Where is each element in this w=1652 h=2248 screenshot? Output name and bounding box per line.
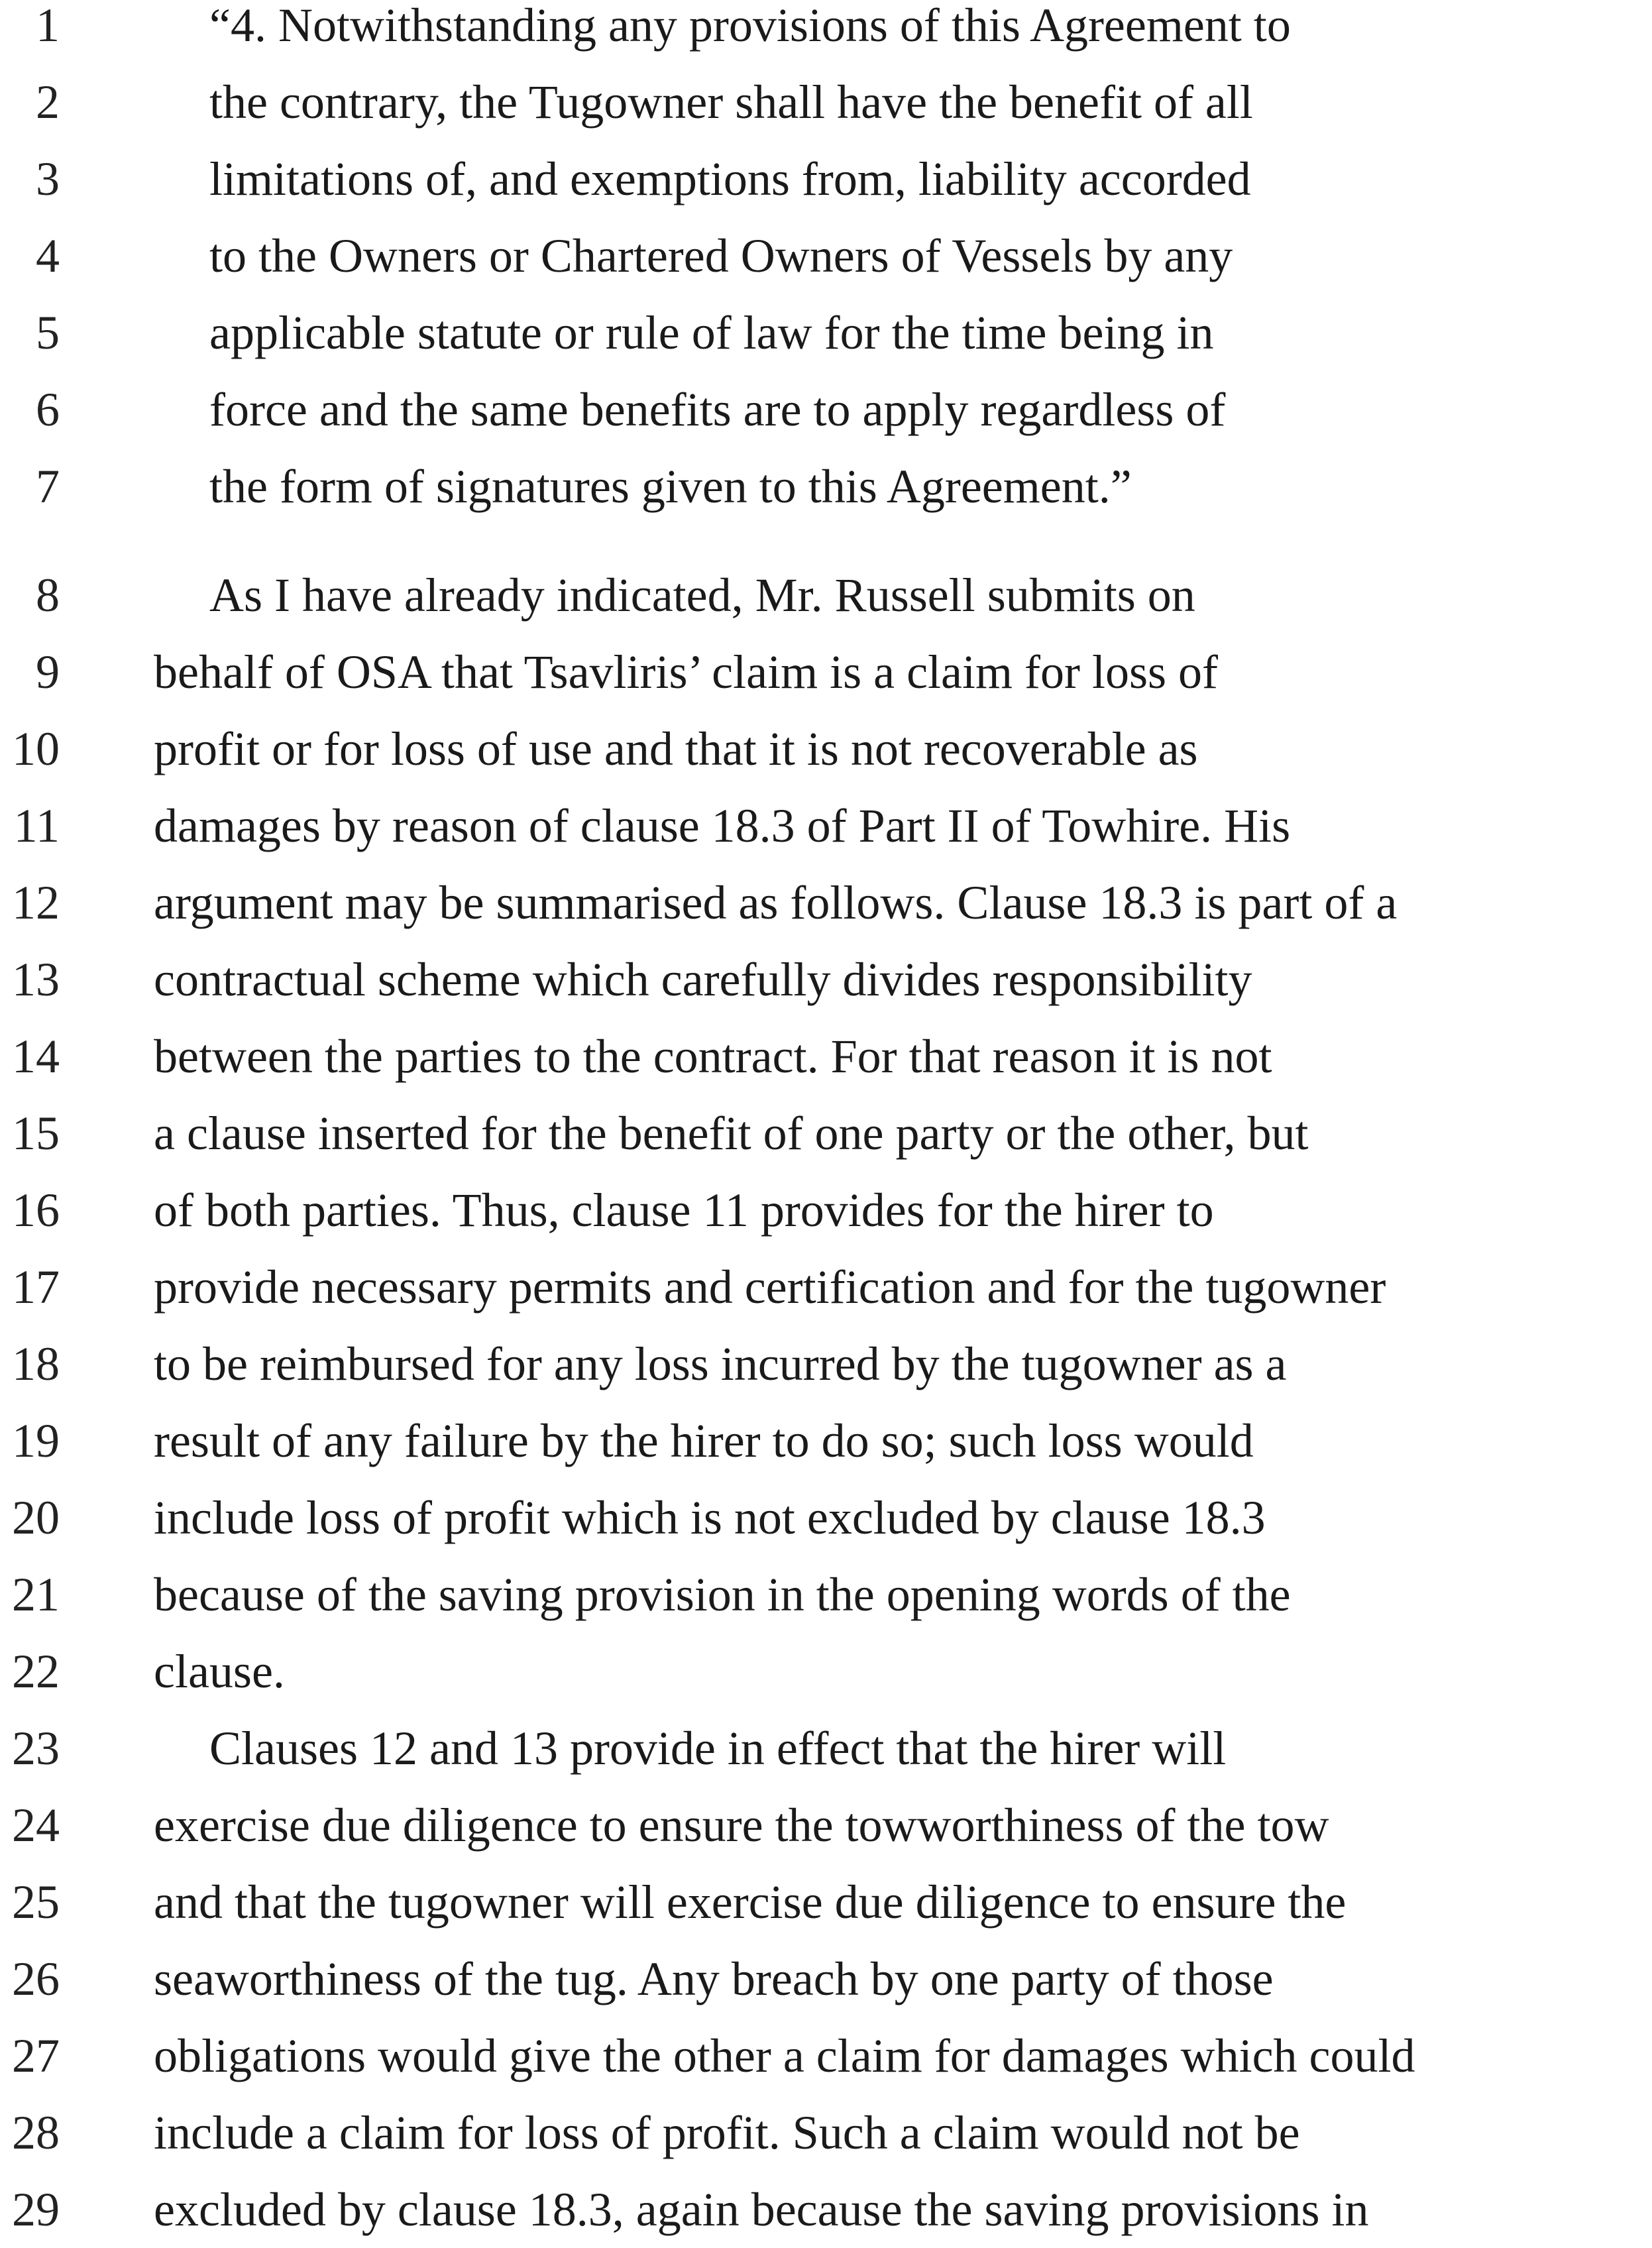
line-number: 20 — [12, 1491, 60, 1544]
line-number: 22 — [12, 1645, 60, 1698]
line-25 — [0, 1864, 1652, 1940]
line-1 — [0, 0, 1652, 64]
line-number: 29 — [12, 2183, 60, 2236]
line-text: because of the saving provision in the opening words of the — [154, 1568, 1291, 1621]
line-text: result of any failure by the hirer to do so; such loss would — [154, 1414, 1254, 1467]
line-text: seaworthiness of the tug. Any breach by one party of those — [154, 1952, 1274, 2005]
line-number: 14 — [12, 1030, 60, 1083]
line-text: damages by reason of clause 18.3 of Part II of Towhire. His — [154, 799, 1291, 852]
line-number: 27 — [12, 2029, 60, 2082]
line-10 — [0, 710, 1652, 787]
line-number: 2 — [36, 76, 60, 129]
line-text: force and the same benefits are to apply regardless of — [209, 383, 1226, 436]
line-number: 3 — [36, 152, 60, 205]
line-text: to be reimbursed for any loss incurred by the tugowner as a — [154, 1337, 1287, 1390]
line-text: limitations of, and exemptions from, liability accorded — [209, 152, 1251, 205]
line-number: 17 — [12, 1261, 60, 1314]
line-22 — [0, 1633, 1652, 1710]
line-number: 13 — [12, 953, 60, 1006]
line-text: include loss of profit which is not excluded by clause 18.3 — [154, 1491, 1266, 1544]
line-5 — [0, 294, 1652, 371]
line-text: a clause inserted for the benefit of one party or the other, but — [154, 1107, 1309, 1160]
line-text: and that the tugowner will exercise due diligence to ensure the — [154, 1876, 1347, 1929]
line-number: 16 — [12, 1184, 60, 1237]
line-number: 28 — [12, 2106, 60, 2159]
line-15 — [0, 1095, 1652, 1172]
line-text: exercise due diligence to ensure the towworthiness of the tow — [154, 1799, 1329, 1852]
line-number: 23 — [12, 1722, 60, 1775]
line-number: 1 — [36, 0, 60, 52]
line-number: 9 — [36, 646, 60, 699]
line-23 — [0, 1710, 1652, 1787]
line-number: 15 — [12, 1107, 60, 1160]
line-number: 4 — [36, 229, 60, 282]
line-11 — [0, 787, 1652, 864]
line-13 — [0, 941, 1652, 1018]
line-number: 7 — [36, 460, 60, 513]
line-text: between the parties to the contract. For that reason it is not — [154, 1030, 1272, 1083]
line-number: 18 — [12, 1337, 60, 1390]
line-text: Clauses 12 and 13 provide in effect that the hirer will — [209, 1722, 1227, 1775]
line-number: 10 — [12, 722, 60, 775]
line-text: to the Owners or Chartered Owners of Vessels by any — [209, 229, 1233, 282]
line-text: clause. — [154, 1645, 285, 1698]
line-text: provide necessary permits and certification and for the tugowner — [154, 1261, 1386, 1314]
line-number: 24 — [12, 1799, 60, 1852]
line-text: profit or for loss of use and that it is not recoverable as — [154, 722, 1198, 775]
line-text: excluded by clause 18.3, again because the saving provisions in — [154, 2183, 1369, 2236]
line-29 — [0, 2171, 1652, 2248]
line-24 — [0, 1787, 1652, 1864]
line-number: 26 — [12, 1952, 60, 2005]
line-number: 6 — [36, 383, 60, 436]
line-14 — [0, 1018, 1652, 1095]
line-text: As I have already indicated, Mr. Russell submits on — [209, 569, 1195, 622]
line-18 — [0, 1325, 1652, 1402]
line-text: contractual scheme which carefully divides responsibility — [154, 953, 1252, 1006]
line-8 — [0, 557, 1652, 634]
line-4 — [0, 217, 1652, 294]
line-text: obligations would give the other a claim for damages which could — [154, 2029, 1415, 2082]
line-number: 5 — [36, 306, 60, 359]
line-21 — [0, 1556, 1652, 1633]
line-3 — [0, 140, 1652, 217]
line-2 — [0, 64, 1652, 140]
line-20 — [0, 1479, 1652, 1556]
line-text: the form of signatures given to this Agreement.” — [209, 460, 1132, 513]
line-text: argument may be summarised as follows. Clause 18.3 is part of a — [154, 876, 1398, 929]
line-text: “4. Notwithstanding any provisions of this Agreement to — [209, 0, 1291, 52]
line-text: behalf of OSA that Tsavliris’ claim is a claim for loss of — [154, 646, 1218, 699]
line-12 — [0, 864, 1652, 941]
line-text: of both parties. Thus, clause 11 provides for the hirer to — [154, 1184, 1214, 1237]
line-number: 25 — [12, 1876, 60, 1929]
line-27 — [0, 2017, 1652, 2094]
line-number: 12 — [12, 876, 60, 929]
line-28 — [0, 2094, 1652, 2171]
line-number: 21 — [12, 1568, 60, 1621]
line-26 — [0, 1940, 1652, 2017]
line-7 — [0, 448, 1652, 525]
line-17 — [0, 1249, 1652, 1325]
line-6 — [0, 371, 1652, 448]
line-text: applicable statute or rule of law for the time being in — [209, 306, 1214, 359]
line-16 — [0, 1172, 1652, 1249]
line-number: 11 — [13, 799, 60, 852]
line-9 — [0, 634, 1652, 710]
line-number: 19 — [12, 1414, 60, 1467]
line-text: the contrary, the Tugowner shall have the benefit of all — [209, 76, 1253, 129]
line-19 — [0, 1402, 1652, 1479]
line-number: 8 — [36, 569, 60, 622]
line-text: include a claim for loss of profit. Such a claim would not be — [154, 2106, 1300, 2159]
